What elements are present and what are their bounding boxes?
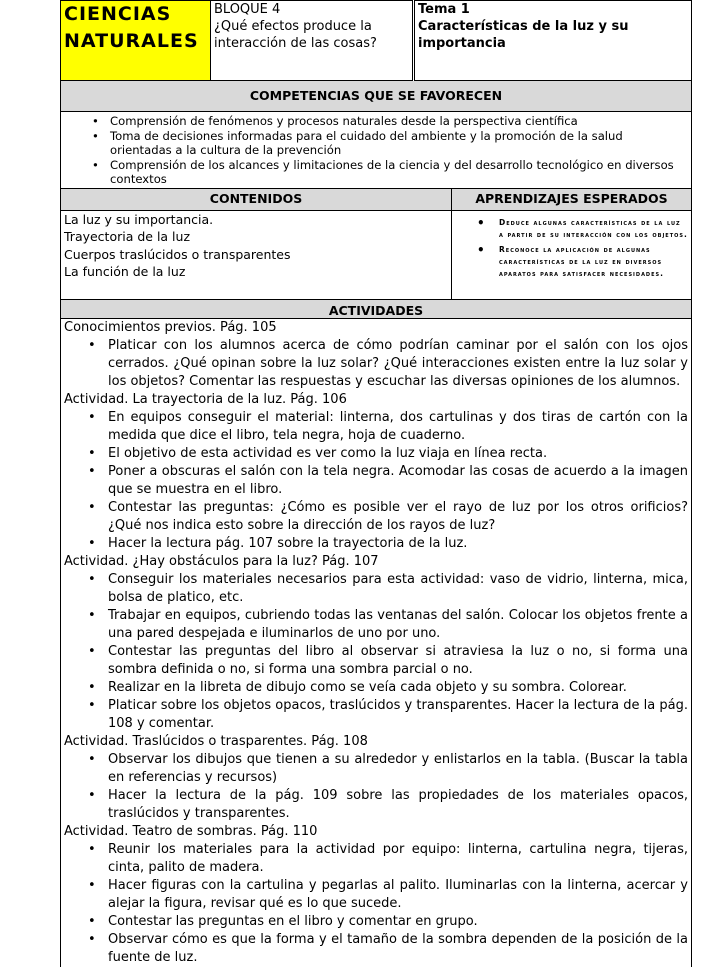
lesson-plan-page <box>60 0 691 965</box>
contenidos-cell <box>61 210 452 299</box>
actividades-heading: ACTIVIDADES <box>61 299 692 318</box>
actividades-cell <box>61 318 692 967</box>
competencias-list <box>64 114 688 187</box>
actividad-title: Actividad. ¿Hay obstáculos para la luz? Pág. 107 <box>64 553 379 569</box>
actividad-list <box>64 337 688 391</box>
bloque-title: BLOQUE 4 <box>214 2 281 17</box>
bloque-cell <box>211 1 414 81</box>
lesson-plan-table <box>60 0 692 967</box>
bloque-question: ¿Qué efectos produce la interacción de las cosas? <box>214 19 377 51</box>
actividad-title: Conocimientos previos. Pág. 105 <box>64 319 277 335</box>
actividad-item: • Hacer la lectura pág. 107 sobre la trayectoria de la luz. <box>64 535 688 553</box>
actividad-item: • Observar los dibujos que tienen a su alrededor y enlistarlos en la tabla. (Buscar la tabla en referencias y recursos) <box>64 751 688 787</box>
actividad-section <box>64 553 688 733</box>
actividad-item: • Realizar en la libreta de dibujo como se veía cada objeto y su sombra. Colorear. <box>64 679 688 697</box>
tema-name: Características de la luz y su importancia <box>418 19 629 51</box>
subject-cell <box>61 1 211 81</box>
contenidos-heading: CONTENIDOS <box>61 188 452 210</box>
subject-line-2: NATURALES <box>64 30 199 52</box>
actividad-item: • Contestar las preguntas del libro al observar si atraviesa la luz o no, si forma una sombra definida o no, si forma una sombra parcial o no. <box>64 643 688 679</box>
actividad-list <box>64 751 688 823</box>
actividad-section <box>64 319 688 391</box>
actividad-item: • El objetivo de esta actividad es ver como la luz viaja en línea recta. <box>64 445 688 463</box>
actividad-title: Actividad. Traslúcidos o trasparentes. Pág. 108 <box>64 733 368 749</box>
competencia-item: • Toma de decisiones informadas para el cuidado del ambiente y la promoción de la salud orientadas a la cultura de la prevención <box>64 129 688 158</box>
actividad-item: • En equipos conseguir el material: linterna, dos cartulinas y dos tiras de cartón con la medida que dice el libro, tela negra, hoja de cuaderno. <box>64 409 688 445</box>
aprendizajes-cell <box>452 210 692 299</box>
actividad-item: • Contestar las preguntas en el libro y comentar en grupo. <box>64 913 688 931</box>
aprendizaje-item: • Deduce algunas características de la luz a partir de su interacción con los objetos. <box>455 217 688 241</box>
contenido-item: La función de la luz <box>64 264 186 279</box>
actividad-item: • Trabajar en equipos, cubriendo todas las ventanas del salón. Colocar los objetos frente a una pared despejada e iluminarlos de uno por uno. <box>64 607 688 643</box>
aprendizaje-item: • Reconoce la aplicación de algunas características de la luz en diversos aparatos para satisfacer necesidades. <box>455 244 688 280</box>
actividad-title: Actividad. La trayectoria de la luz. Pág. 106 <box>64 391 347 407</box>
actividad-section <box>64 823 688 967</box>
actividad-list <box>64 841 688 967</box>
tema-title: Tema 1 <box>418 2 470 17</box>
competencias-cell <box>61 112 692 189</box>
actividad-list <box>64 571 688 733</box>
contenido-item: Trayectoria de la luz <box>64 229 191 244</box>
actividad-item: • Hacer figuras con la cartulina y pegarlas al palito. Iluminarlas con la linterna, acercar y alejar la figura, revisar qué es lo que sucede. <box>64 877 688 913</box>
aprendizajes-heading: APRENDIZAJES ESPERADOS <box>452 188 692 210</box>
actividad-item: • Contestar las preguntas: ¿Cómo es posible ver el rayo de luz por los otros orificios? ¿Qué nos indica esto sobre la dirección de los rayos de luz? <box>64 499 688 535</box>
subject-line-1: CIENCIAS <box>64 3 172 25</box>
actividad-section <box>64 733 688 823</box>
actividad-item: • Platicar con los alumnos acerca de cómo podrían caminar por el salón con los ojos cerrados. ¿Qué opinan sobre la luz solar? ¿Qué interacciones existen entre la luz solar y los objetos? Comentar las respuestas y escuchar las diversas opiniones de los alumnos. <box>64 337 688 391</box>
competencias-heading: COMPETENCIAS QUE SE FAVORECEN <box>61 81 692 112</box>
contenido-item: Cuerpos traslúcidos o transparentes <box>64 246 291 262</box>
competencia-item: • Comprensión de fenómenos y procesos naturales desde la perspectiva científica <box>64 114 688 129</box>
actividad-item: • Poner a obscuras el salón con la tela negra. Acomodar las cosas de acuerdo a la imagen que se muestra en el libro. <box>64 463 688 499</box>
tema-cell <box>414 1 692 81</box>
actividad-item: • Observar cómo es que la forma y el tamaño de la sombra dependen de la posición de la fuente de luz. <box>64 931 688 967</box>
actividad-title: Actividad. Teatro de sombras. Pág. 110 <box>64 823 318 839</box>
actividades-body <box>64 319 688 967</box>
actividad-list <box>64 409 688 553</box>
actividad-item: • Hacer la lectura de la pág. 109 sobre las propiedades de los materiales opacos, traslúcidos y transparentes. <box>64 787 688 823</box>
contenido-item: La luz y su importancia. <box>64 211 214 227</box>
aprendizajes-list <box>455 217 688 280</box>
actividad-item: • Platicar sobre los objetos opacos, traslúcidos y transparentes. Hacer la lectura de la pág. 108 y comentar. <box>64 697 688 733</box>
actividad-section <box>64 391 688 553</box>
actividad-item: • Conseguir los materiales necesarios para esta actividad: vaso de vidrio, linterna, mica, bolsa de platico, etc. <box>64 571 688 607</box>
actividad-item: • Reunir los materiales para la actividad por equipo: linterna, cartulina negra, tijeras, cinta, palito de madera. <box>64 841 688 877</box>
contenidos-list <box>64 211 448 281</box>
competencia-item: • Comprensión de los alcances y limitaciones de la ciencia y del desarrollo tecnológico en diversos contextos <box>64 158 688 187</box>
